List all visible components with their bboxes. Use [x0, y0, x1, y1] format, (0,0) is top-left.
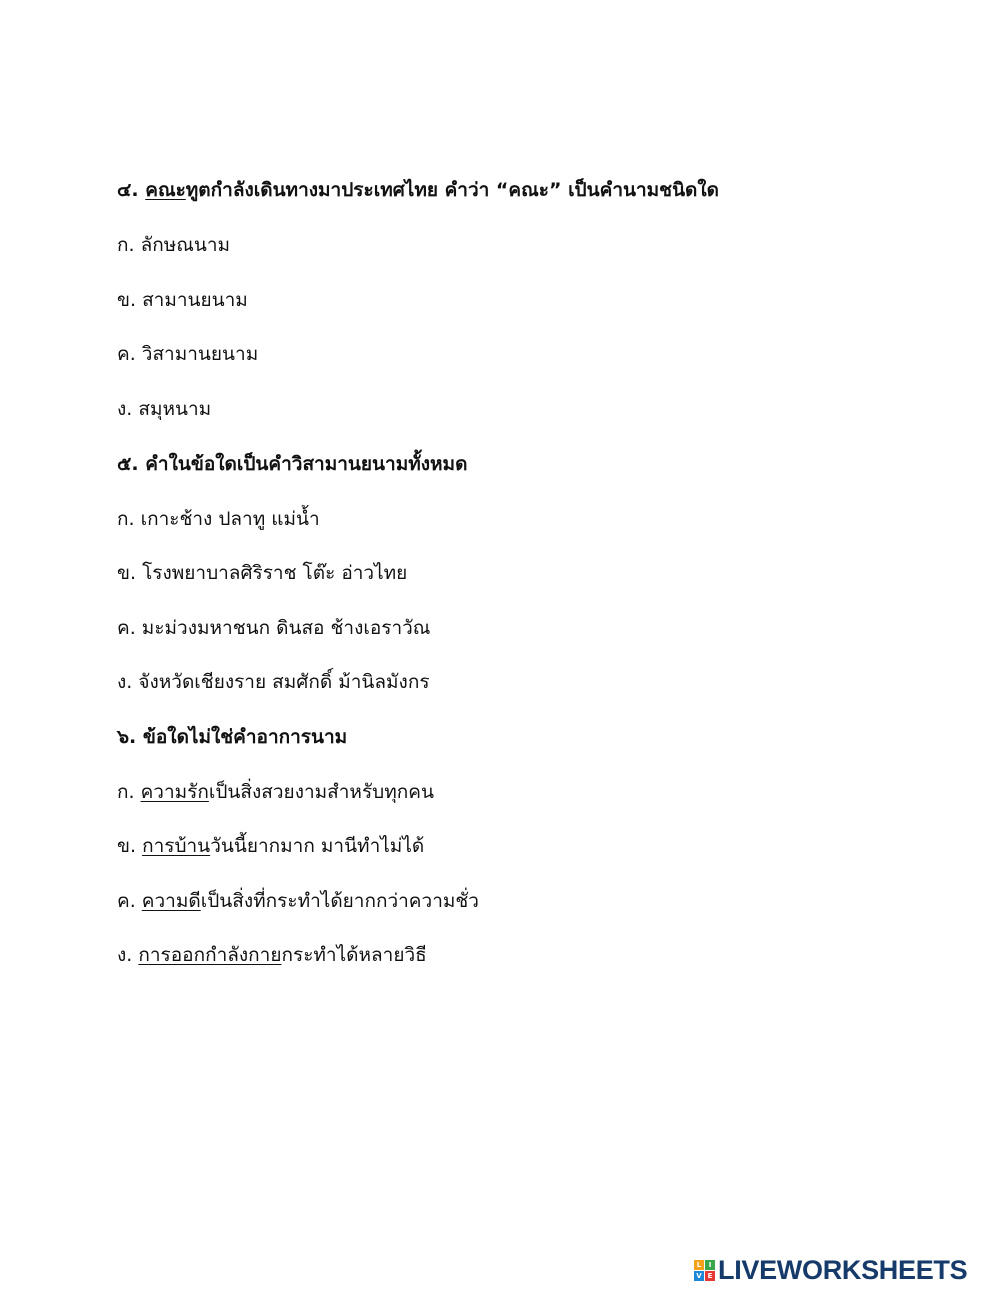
question-4-number: ๔.	[117, 179, 139, 201]
question-4-option-a: ก. ลักษณนาม	[117, 234, 231, 256]
option-prefix: ง.	[117, 944, 133, 966]
question-6-option-c	[117, 888, 479, 914]
question-4	[117, 177, 719, 203]
question-5-option-a: ก. เกาะช้าง ปลาทู แม่น้ำ	[117, 508, 320, 530]
logo-tile-e: E	[705, 1271, 715, 1281]
question-6: ๖. ข้อใดไม่ใช่คำอาการนาม	[117, 726, 348, 748]
liveworksheets-logo	[694, 1256, 967, 1284]
question-4-option-c: ค. วิสามานยนาม	[117, 343, 259, 365]
logo-tile-v: V	[694, 1271, 704, 1281]
option-underlined-word: ความรัก	[140, 781, 209, 803]
question-4-text: ทูตกำลังเดินทางมาประเทศไทย คำว่า “คณะ” เป็นคำนามชนิดใด	[185, 179, 720, 201]
question-5-option-d: ง. จังหวัดเชียงราย สมศักดิ์ ม้านิลมังกร	[117, 671, 430, 693]
question-6-option-a	[117, 779, 434, 805]
option-underlined-word: ความดี	[141, 890, 201, 912]
option-prefix: ก.	[117, 781, 135, 803]
question-4-option-d: ง. สมุหนาม	[117, 398, 212, 420]
option-text: กระทำได้หลายวิธี	[281, 944, 427, 966]
option-underlined-word: การบ้าน	[142, 835, 211, 857]
question-5: ๕. คำในข้อใดเป็นคำวิสามานยนามทั้งหมด	[117, 453, 468, 475]
question-6-option-d	[117, 942, 427, 968]
option-prefix: ข.	[117, 835, 137, 857]
liveworksheets-logo-text: LIVEWORKSHEETS	[718, 1254, 968, 1285]
logo-tile-i: I	[705, 1260, 715, 1270]
option-underlined-word: การออกกำลังกาย	[138, 944, 282, 966]
option-prefix: ค.	[117, 890, 136, 912]
logo-tile-l: L	[694, 1260, 704, 1270]
question-6-option-b	[117, 833, 424, 859]
question-4-option-b: ข. สามานยนาม	[117, 289, 248, 311]
question-4-underlined-word: คณะ	[145, 179, 186, 201]
liveworksheets-logo-icon	[694, 1260, 715, 1281]
option-text: เป็นสิ่งที่กระทำได้ยากกว่าความชั่ว	[200, 890, 479, 912]
option-text: เป็นสิ่งสวยงามสำหรับทุกคน	[208, 781, 434, 803]
question-5-option-c: ค. มะม่วงมหาชนก ดินสอ ช้างเอราวัณ	[117, 617, 431, 639]
option-text: วันนี้ยากมาก มานีทำไม่ได้	[210, 835, 425, 857]
question-5-option-b: ข. โรงพยาบาลศิริราช โต๊ะ อ่าวไทย	[117, 562, 408, 584]
